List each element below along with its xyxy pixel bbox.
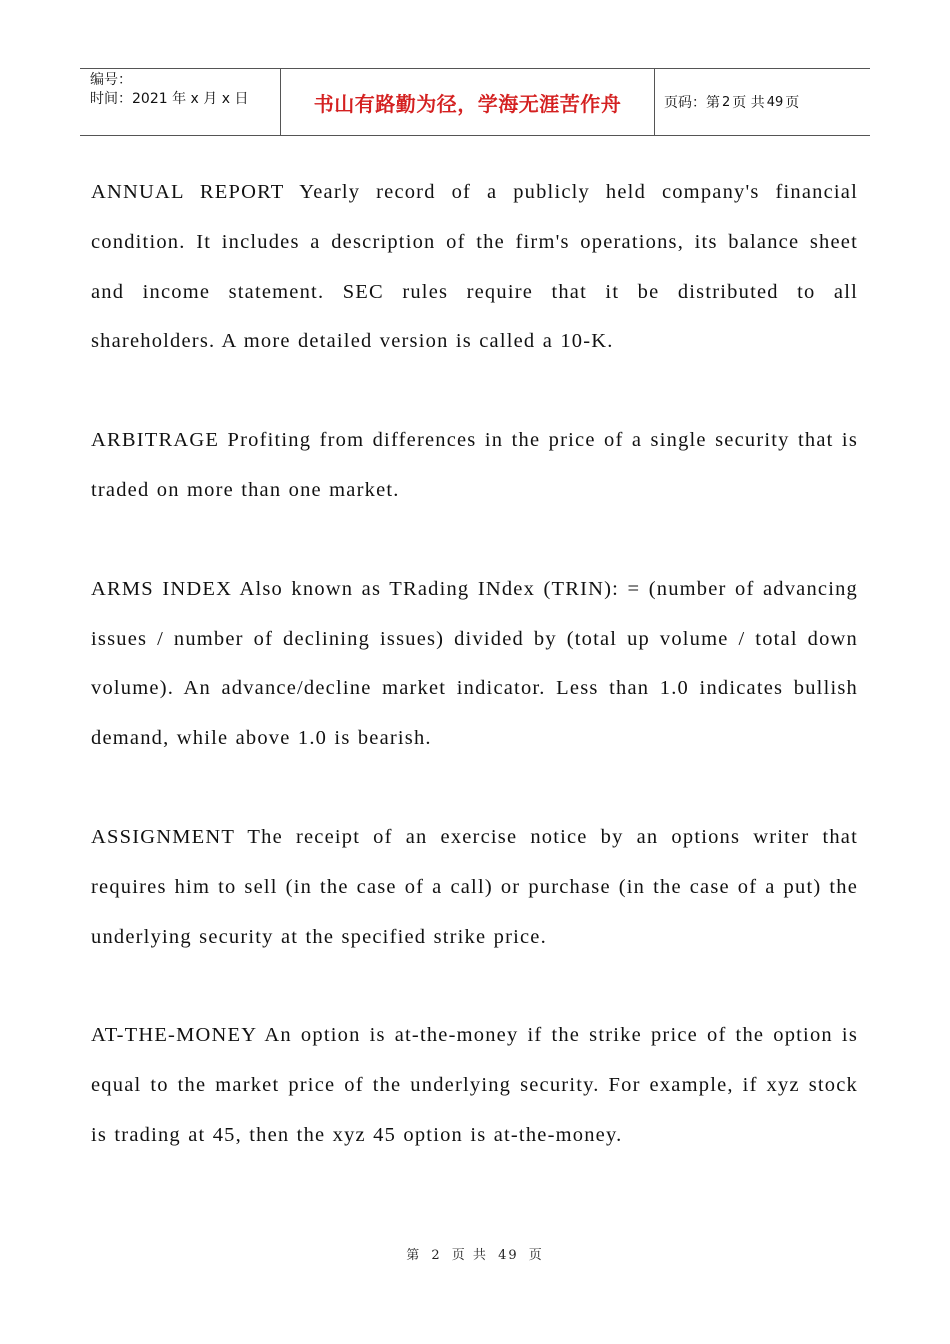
header-page-suffix: 页 — [785, 95, 800, 111]
header-page-current: 2 — [722, 94, 731, 110]
page-footer — [0, 1244, 950, 1263]
header-page-total: 49 — [766, 94, 784, 110]
page-header — [80, 68, 870, 136]
header-meta — [80, 69, 281, 135]
document-date-label: 时间：2021 年 x 月 x 日 — [90, 91, 249, 107]
footer-prefix: 第 — [406, 1248, 422, 1263]
glossary-entry-arms-index: ARMS INDEX Also known as TRading INdex (TRIN): = (number of advancing issues / number of declining issues) divided by (total up volume / total down volume). An advance/decline market indicator. Less than 1.0 indicates bullish demand, while above 1.0 is bearish. — [91, 577, 858, 750]
glossary-entry-arbitrage: ARBITRAGE Profiting from differences in the price of a single security that is traded on more than one market. — [91, 429, 858, 501]
footer-current-page: 2 — [431, 1248, 442, 1263]
header-page-prefix: 页码：第 — [664, 95, 720, 111]
footer-total-pages: 49 — [498, 1248, 519, 1263]
footer-suffix: 页 — [528, 1248, 544, 1263]
header-page-mid: 页 共 — [732, 95, 765, 111]
header-motto: 书山有路勤为径，学海无涯苦作舟 — [281, 69, 655, 135]
document-number-label: 编号： — [90, 72, 132, 88]
document-body — [91, 168, 858, 1210]
glossary-entry-annual-report: ANNUAL REPORT Yearly record of a publicly held company's financial condition. It includes a description of the firm's operations, its balance sheet and income statement. SEC rules require that it be distributed to all shareholders. A more detailed version is called a 10-K. — [91, 181, 858, 353]
glossary-entry-assignment: ASSIGNMENT The receipt of an exercise notice by an options writer that requires him to sell (in the case of a call) or purchase (in the case of a put) the underlying security at the specified strike price. — [91, 825, 858, 948]
footer-mid: 页 共 — [451, 1248, 488, 1263]
header-page-info — [655, 69, 870, 135]
glossary-entry-at-the-money: AT-THE-MONEY An option is at-the-money if the strike price of the option is equal to the market price of the underlying security. For example, if xyz stock is trading at 45, then the xyz 45 option is at-the-money. — [91, 1024, 858, 1146]
